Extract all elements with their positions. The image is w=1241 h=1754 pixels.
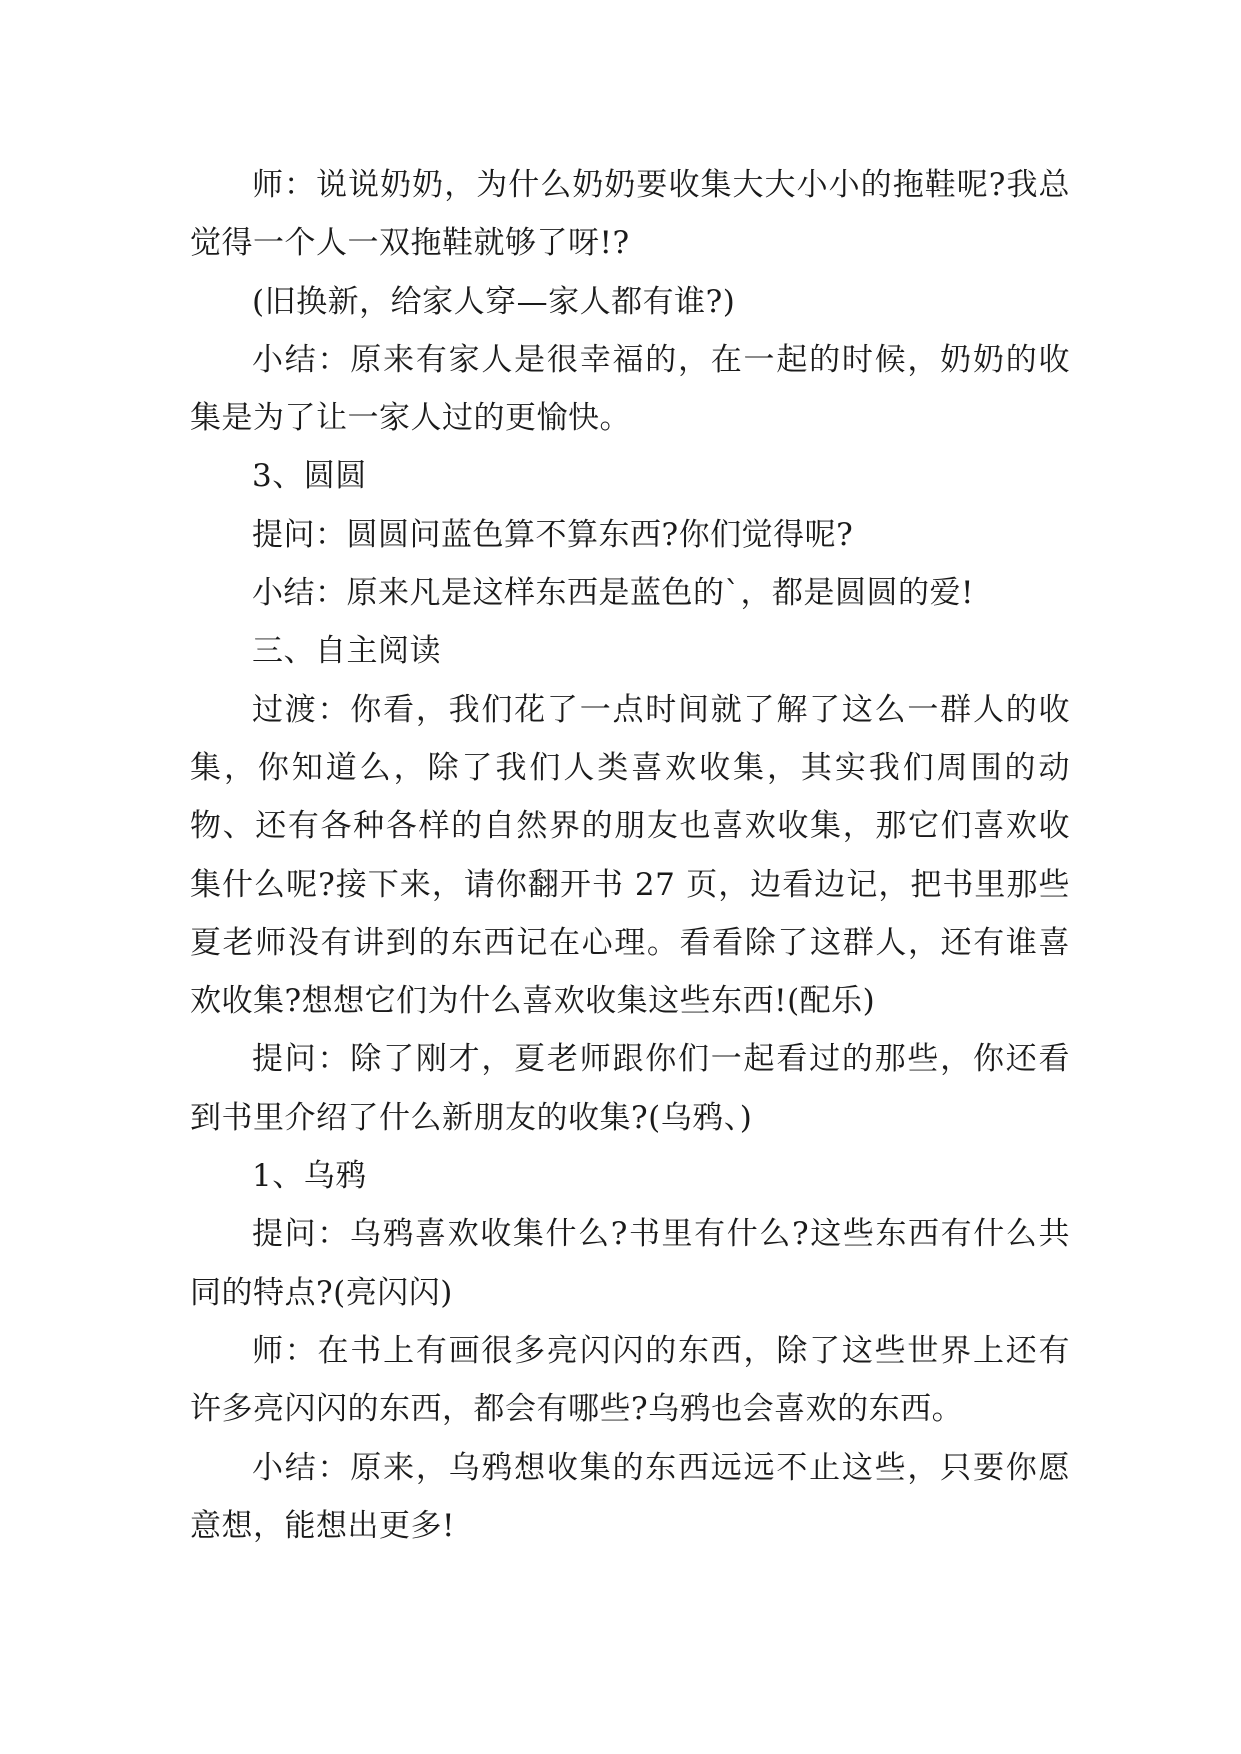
paragraph-teacher-shiny-things: 师：在书上有画很多亮闪闪的东西，除了这些世界上还有许多亮闪闪的东西，都会有哪些?乌鸦也会喜欢的东西。 xyxy=(190,1332,1070,1428)
heading-crow: 1、乌鸦 xyxy=(252,1158,367,1195)
paragraph-question-blue: 提问：圆圆问蓝色算不算东西?你们觉得呢? xyxy=(252,516,854,553)
paragraph-transition: 过渡：你看，我们花了一点时间就了解了这么一群人的收集，你知道么，除了我们人类喜欢收集，其实我们周围的动物、还有各种各样的自然界的朋友也喜欢收集，那它们喜欢收集什么呢?接下来，请你翻开书 27 页，边看边记，把书里那些夏老师没有讲到的东西记在心理。看看除了这群人，还有谁喜欢收集?想想它们为什么喜欢收集这些东西!(配乐) xyxy=(190,691,1070,1020)
heading-independent-reading: 三、自主阅读 xyxy=(252,633,441,670)
document-page xyxy=(190,156,1070,1555)
paragraph-summary-blue: 小结：原来凡是这样东西是蓝色的`，都是圆圆的爱! xyxy=(252,575,974,612)
paragraph-summary-crow: 小结：原来，乌鸦想收集的东西远远不止这些，只要你愿意想，能想出更多! xyxy=(190,1449,1070,1544)
paragraph-question-crow: 提问：乌鸦喜欢收集什么?书里有什么?这些东西有什么共同的特点?(亮闪闪) xyxy=(190,1216,1070,1311)
paragraph-teacher-grandma-slippers: 师：说说奶奶，为什么奶奶要收集大大小小的拖鞋呢?我总觉得一个人一双拖鞋就够了呀!? xyxy=(190,167,1070,262)
paragraph-question-new-friends: 提问：除了刚才，夏老师跟你们一起看过的那些，你还看到书里介绍了什么新朋友的收集?(乌鸦、) xyxy=(190,1041,1070,1136)
paragraph-old-for-new: (旧换新，给家人穿—家人都有谁?) xyxy=(252,283,736,320)
heading-yuanyuan: 3、圆圆 xyxy=(252,458,367,495)
paragraph-summary-family: 小结：原来有家人是很幸福的，在一起的时候，奶奶的收集是为了让一家人过的更愉快。 xyxy=(190,341,1070,437)
